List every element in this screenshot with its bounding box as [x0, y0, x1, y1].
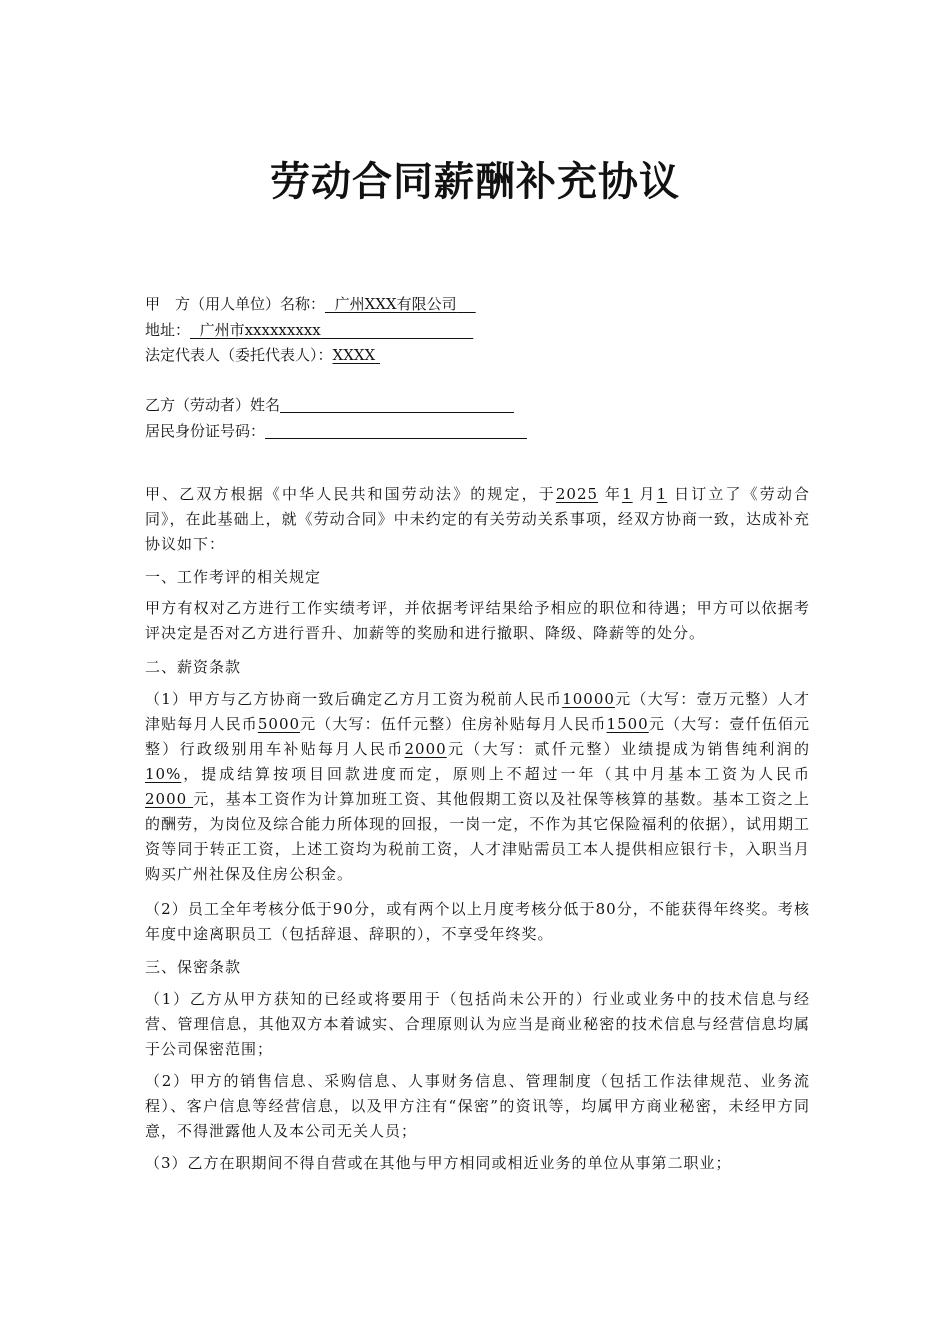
party-b-name-blank — [280, 396, 514, 413]
section1-heading: 一、工作考评的相关规定 — [145, 568, 322, 586]
section3-heading: 三、保密条款 — [145, 958, 242, 976]
commission-rate: 10% — [145, 765, 182, 783]
party-b-name-label: 乙方（劳动者）姓名 — [145, 396, 281, 414]
party-b-id-blank — [265, 422, 527, 439]
party-a-rep-label: 法定代表人（委托代表人）： — [145, 346, 333, 364]
party-a-name-label: 甲 方（用人单位）名称： — [145, 295, 326, 313]
party-a-rep-value: XXXX — [332, 346, 376, 364]
base-salary: 2000 — [145, 790, 188, 808]
party-a-address-value: 广州市xxxxxxxxx — [199, 321, 321, 339]
car-allowance: 2000 — [404, 740, 447, 758]
party-a-rep-line — [145, 345, 380, 365]
monthly-salary: 10000 — [562, 690, 615, 708]
contract-year: 2025 — [555, 485, 599, 503]
section2-clause2: （2）员工全年考核分低于90分，或有两个以上月度考核分低于80分，不能获得年终奖。考核年度中途离职员工（包括辞退、辞职的），不享受年终奖。 — [145, 900, 810, 943]
party-b-id-line — [145, 421, 527, 441]
contract-month: 1 — [622, 485, 633, 503]
party-b-name-line — [145, 395, 514, 415]
party-a-name-line — [145, 294, 476, 314]
section3-clause1: （1）乙方从甲方获知的已经或将要用于（包括尚未公开的）行业或业务中的技术信息与经营、管理信息，其他双方本着诚实、合理原则认为应当是商业秘密的技术信息与经营信息均属于公司保密范围； — [145, 990, 810, 1058]
section2-heading: 二、薪资条款 — [145, 658, 242, 676]
document-title: 劳动合同薪酬补充协议 — [270, 159, 680, 205]
party-a-address-label: 地址： — [145, 321, 191, 339]
party-a-name-value: 广州XXX有限公司 — [334, 295, 457, 313]
section2-clause1: （1）甲方与乙方协商一致后确定乙方月工资为税前人民币10000元（大写：壹万元整）人才津贴每月人民币5000元（大写：伍仟元整）住房补贴每月人民币1500元（大写：壹仟伍佰元整）行政级别用车补贴每月人民币2000元（大写：贰仟元整）业绩提成为销售纯利润的10%，提成结算按项目回款进度而定，原则上不超过一年（其中月基本工资为人民币2000 元，基本工资作为计算加班工资、其他假期工资以及社保等核算的基数。基本工资之上的酬劳，为岗位及综合能力所体现的回报，一岗一定，不作为其它保险福利的依据），试用期工资等同于转正工资，上述工资均为税前工资，人才津贴需员工本人提供相应银行卡，入职当月购买广州社保及住房公积金。 — [145, 690, 810, 883]
contract-day: 1 — [656, 485, 668, 503]
party-b-id-label: 居民身份证号码： — [145, 422, 266, 440]
section3-clause3: （3）乙方在职期间不得自营或在其他与甲方相同或相近业务的单位从事第二职业； — [145, 1154, 732, 1172]
party-a-address-line — [145, 320, 473, 340]
housing-allowance: 1500 — [606, 715, 649, 733]
preamble-paragraph: 甲、乙双方根据《中华人民共和国劳动法》的规定，于2025 年1 月1 日订立了《劳动合同》，在此基础上，就《劳动合同》中未约定的有关劳动关系事项，经双方协商一致，达成补充协议如下： — [145, 485, 810, 553]
section1-paragraph: 甲方有权对乙方进行工作实绩考评，并依据考评结果给予相应的职位和待遇；甲方可以依据考评决定是否对乙方进行晋升、加薪等的奖励和进行撤职、降级、降薪等的处分。 — [145, 599, 810, 642]
talent-allowance: 5000 — [257, 715, 301, 733]
section3-clause2: （2）甲方的销售信息、采购信息、人事财务信息、管理制度（包括工作法律规范、业务流程）、客户信息等经营信息，以及甲方注有“保密”的资讯等，均属甲方商业秘密，未经甲方同意，不得泄露他人及本公司无关人员； — [145, 1072, 810, 1140]
